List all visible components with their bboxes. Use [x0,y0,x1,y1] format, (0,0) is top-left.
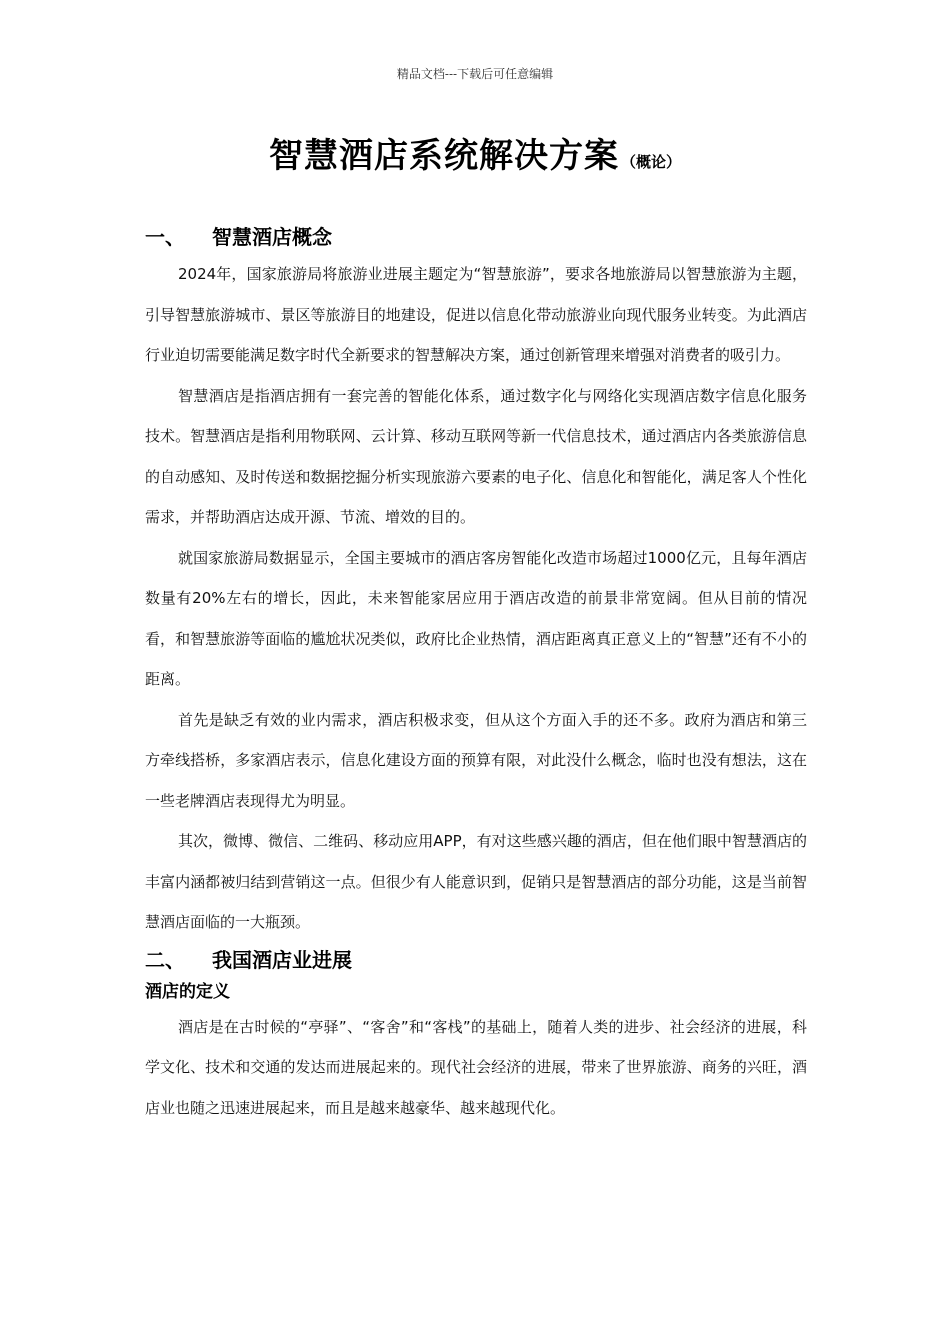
section-title: 我国酒店业进展 [212,947,352,972]
document-title-sub: （概论） [620,153,681,171]
section-number: 一、 [145,225,185,249]
paragraph: 就国家旅游局数据显示，全国主要城市的酒店客房智能化改造市场超过1000亿元，且每年酒店数量有20%左右的增长，因此，未来智能家居应用于酒店改造的前景非常宽阔。但从目前的情况看，和智慧旅游等面临的尴尬状况类似，政府比企业热情，酒店距离真正意义上的“智慧”还有不小的距离。 [145,548,807,688]
paragraph: 首先是缺乏有效的业内需求，酒店积极求变，但从这个方面入手的还不多。政府为酒店和第三方牵线搭桥，多家酒店表示，信息化建设方面的预算有限，对此没什么概念，临时也没有想法，这在一些老牌酒店表现得尤为明显。 [145,710,807,810]
document-body [145,220,807,1128]
section-number: 二、 [145,947,185,972]
subsection-heading: 酒店的定义 [145,981,230,1002]
document-title-main: 智慧酒店系统解决方案 [268,136,619,176]
paragraph: 酒店是在古时候的“亭驿”、“客舍”和“客栈”的基础上，随着人类的进步、社会经济的进展，科学文化、技术和交通的发达而进展起来的。现代社会经济的进展，带来了世界旅游、商务的兴旺，酒店业也随之迅速进展起来，而且是越来越豪华、越来越现代化。 [145,1017,807,1117]
paragraph: 智慧酒店是指酒店拥有一套完善的智能化体系，通过数字化与网络化实现酒店数字信息化服务技术。智慧酒店是指利用物联网、云计算、移动互联网等新一代信息技术，通过酒店内各类旅游信息的自动感知、及时传送和数据挖掘分析实现旅游六要素的电子化、信息化和智能化，满足客人个性化需求，并帮助酒店达成开源、节流、增效的目的。 [145,386,807,526]
section-title: 智慧酒店概念 [212,225,332,249]
document-title [0,128,950,177]
section-heading-1 [145,220,807,254]
header-note: 精品文档---下载后可任意编辑 [396,67,554,81]
paragraph: 2024年，国家旅游局将旅游业进展主题定为“智慧旅游”，要求各地旅游局以智慧旅游为主题，引导智慧旅游城市、景区等旅游目的地建设，促进以信息化带动旅游业向现代服务业转变。为此酒店行业迫切需要能满足数字时代全新要求的智慧解决方案，通过创新管理来增强对消费者的吸引力。 [145,265,807,364]
section-heading-2 [145,943,807,977]
paragraph: 其次，微博、微信、二维码、移动应用APP，有对这些感兴趣的酒店，但在他们眼中智慧酒店的丰富内涵都被归结到营销这一点。但很少有人能意识到，促销只是智慧酒店的部分功能，这是当前智慧酒店面临的一大瓶颈。 [145,832,807,931]
